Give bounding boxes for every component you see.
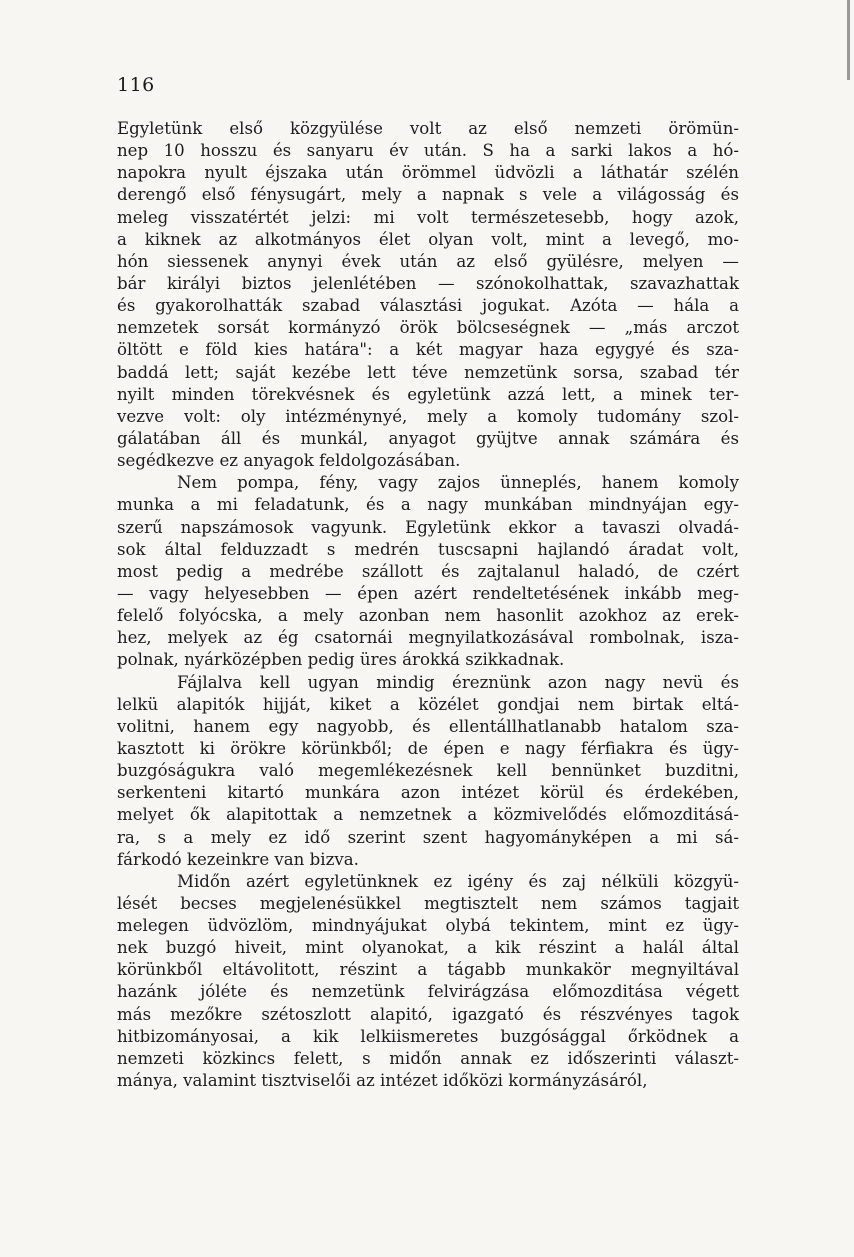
text-line: más mezőkre szétoszlott alapitó, igazgató és részvényes tagok [117,1004,739,1024]
text-line: hitbizományosai, a kik lelkiismeretes buzgósággal őrködnek a [117,1026,739,1046]
text-line: bár királyi biztos jelenlétében — szónokolhattak, szavazhattak [117,273,739,293]
text-line: nemzetek sorsát kormányzó örök bölcseségnek — „más arczot [117,318,739,338]
paragraph [117,871,739,1092]
text-line: buzgóságukra való megemlékezésnek kell bennünket buzditni, [117,761,739,781]
text-line: napokra nyult éjszaka után örömmel üdvözli a láthatár szélén [117,163,739,183]
text-line: felelő folyócska, a mely azonban nem hasonlit azokhoz az erek- [117,606,739,626]
text-line: és gyakorolhatták szabad választási jogukat. Azóta — hála a [117,296,739,316]
body-text [117,118,739,1092]
text-line: hón siessenek anynyi évek után az első gyülésre, melyen — [117,251,739,271]
text-line: mánya, valamint tisztviselői az intézet időközi kormányzásáról, [117,1071,648,1091]
text-line: — vagy helyesebben — épen azért rendeltetésének inkább meg- [117,583,739,603]
text-line: öltött e föld kies határa": a két magyar haza egygyé és sza- [117,340,739,360]
text-line: volitni, hanem egy nagyobb, és ellentállhatlanabb hatalom sza- [117,716,739,736]
text-line: fárkodó kezeinkre van bizva. [117,849,359,869]
text-line: szerű napszámosok vagyunk. Egyletünk ekkor a tavaszi olvadá- [117,517,739,537]
text-line: nep 10 hosszu és sanyaru év után. S ha a sarki lakos a hó- [117,141,739,161]
text-line: baddá lett; saját kezébe lett téve nemzetünk sorsa, szabad tér [117,362,739,382]
text-line: derengő első fénysugárt, mely a napnak s vele a világosság és [117,185,739,205]
text-line: segédkezve ez anyagok feldolgozásában. [117,451,461,471]
text-line: hez, melyek az ég csatornái megnyilatkozásával rombolnak, isza- [117,628,739,648]
text-line: a kiknek az alkotmányos élet olyan volt, mint a levegő, mo- [117,229,739,249]
text-line: Fájlalva kell ugyan mindig éreznünk azon nagy nevü és [177,672,739,692]
text-line: melegen üdvözlöm, mindnyájukat olybá tekintem, mint ez ügy- [117,916,739,936]
text-line: ra, s a mely ez idő szerint szent hagyományképen a mi sá- [117,827,739,847]
text-line: lelkü alapitók hijját, kiket a közélet gondjai nem birtak eltá- [117,694,739,714]
paragraph [117,672,739,871]
text-line: serkenteni kitartó munkára azon intézet körül és érdekében, [117,783,739,803]
text-line: most pedig a medrébe szállott és zajtalanul haladó, de czért [117,561,739,581]
page-number: 116 [117,74,155,96]
text-line: Nem pompa, fény, vagy zajos ünneplés, hanem komoly [177,473,739,493]
text-line: melyet ők alapitottak a nemzetnek a közmivelődés előmozditásá- [117,805,739,825]
text-line: Midőn azért egyletünknek ez igény és zaj nélküli közgyü- [177,871,739,891]
text-line: gálatában áll és munkál, anyagot gyüjtve annak számára és [117,428,739,448]
text-line: kasztott ki örökre körünkből; de épen e nagy férfiakra és ügy- [117,738,739,758]
text-line: meleg visszatértét jelzi: mi volt természetesebb, hogy azok, [117,207,739,227]
text-line: Egyletünk első közgyülése volt az első nemzeti örömün- [117,119,739,138]
paragraph [117,118,739,472]
page-edge-shadow [847,0,850,80]
text-line: hazánk jóléte és nemzetünk felvirágzása előmozditása végett [117,982,739,1002]
text-line: nemzeti közkincs felett, s midőn annak ez időszerinti választ- [117,1048,739,1068]
paragraph [117,472,739,671]
text-line: nyilt minden törekvésnek és egyletünk azzá lett, a minek ter- [117,384,739,404]
text-line: lését becses megjelenésükkel megtisztelt nem számos tagjait [117,893,739,913]
text-line: nek buzgó hiveit, mint olyanokat, a kik részint a halál által [117,938,739,958]
text-line: körünkből eltávolitott, részint a tágabb munkakör megnyiltával [117,960,739,980]
text-line: munka a mi feladatunk, és a nagy munkában mindnyájan egy- [117,495,739,515]
text-line: sok által felduzzadt s medrén tuscsapni hajlandó áradat volt, [117,539,739,559]
text-line: polnak, nyárközépben pedig üres árokká szikkadnak. [117,650,565,670]
text-line: vezve volt: oly intézménynyé, mely a komoly tudomány szol- [117,406,739,426]
